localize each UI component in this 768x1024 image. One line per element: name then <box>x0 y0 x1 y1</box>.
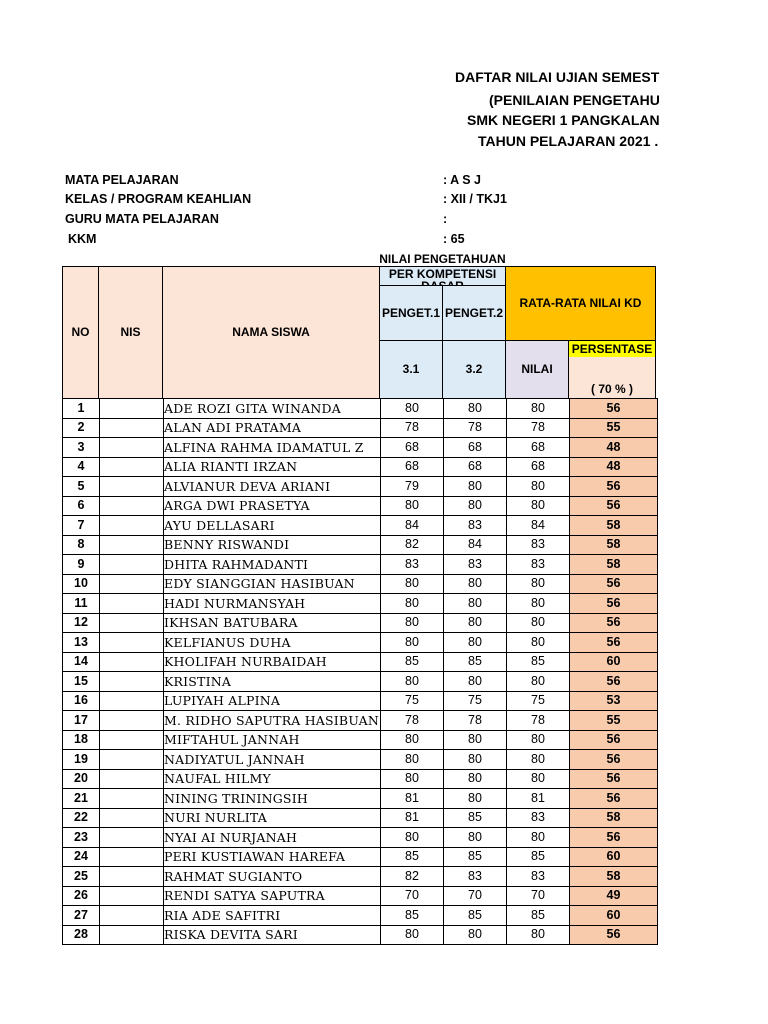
row-kd-3-1: 82 <box>381 535 444 555</box>
row-nilai: 80 <box>507 769 570 789</box>
header-per-kd: PER KOMPETENSI <box>379 266 506 286</box>
row-no: 4 <box>63 457 100 477</box>
row-kd-3-2: 75 <box>444 691 507 711</box>
row-nis <box>100 711 164 731</box>
table-row <box>63 613 658 633</box>
row-kd-3-1: 85 <box>381 652 444 672</box>
row-persentase: 49 <box>570 886 658 906</box>
row-student-name: ALIA RIANTI IRZAN <box>164 457 381 477</box>
row-persentase: 56 <box>570 633 658 653</box>
table-row <box>63 652 658 672</box>
row-kd-3-2: 80 <box>444 613 507 633</box>
row-no: 5 <box>63 477 100 497</box>
row-nis <box>100 477 164 497</box>
table-row <box>63 730 658 750</box>
row-persentase: 53 <box>570 691 658 711</box>
kkm-value: : 65 <box>443 232 465 246</box>
row-no: 21 <box>63 789 100 809</box>
row-kd-3-2: 84 <box>444 535 507 555</box>
row-kd-3-2: 85 <box>444 906 507 926</box>
row-kd-3-2: 85 <box>444 847 507 867</box>
row-student-name: NURI NURLITA <box>164 808 381 828</box>
row-student-name: ALAN ADI PRATAMA <box>164 418 381 438</box>
row-persentase: 56 <box>570 574 658 594</box>
row-no: 24 <box>63 847 100 867</box>
row-kd-3-2: 70 <box>444 886 507 906</box>
table-row <box>63 477 658 497</box>
row-kd-3-2: 78 <box>444 711 507 731</box>
table-row <box>63 457 658 477</box>
row-student-name: NYAI AI NURJANAH <box>164 828 381 848</box>
row-nilai: 80 <box>507 574 570 594</box>
row-student-name: ALFINA RAHMA IDAMATUL Z <box>164 438 381 458</box>
row-persentase: 58 <box>570 535 658 555</box>
row-kd-3-1: 70 <box>381 886 444 906</box>
row-persentase: 48 <box>570 457 658 477</box>
row-persentase: 56 <box>570 769 658 789</box>
teacher-label: GURU MATA PELAJARAN <box>65 212 219 226</box>
row-kd-3-2: 80 <box>444 399 507 419</box>
row-student-name: KRISTINA <box>164 672 381 692</box>
table-row <box>63 691 658 711</box>
table-row <box>63 535 658 555</box>
row-nilai: 80 <box>507 828 570 848</box>
subject-value: : A S J <box>443 173 481 187</box>
row-kd-3-1: 68 <box>381 457 444 477</box>
row-nis <box>100 652 164 672</box>
row-no: 11 <box>63 594 100 614</box>
row-nilai: 83 <box>507 867 570 887</box>
row-persentase: 56 <box>570 789 658 809</box>
row-nilai: 85 <box>507 847 570 867</box>
row-nis <box>100 535 164 555</box>
header-penget-2: PENGET.2 <box>442 285 506 341</box>
row-kd-3-1: 80 <box>381 633 444 653</box>
doc-title-line-3: SMK NEGERI 1 PANGKALAN <box>467 112 660 128</box>
row-nilai: 84 <box>507 516 570 536</box>
row-nis <box>100 594 164 614</box>
row-student-name: KHOLIFAH NURBAIDAH <box>164 652 381 672</box>
row-student-name: ARGA DWI PRASETYA <box>164 496 381 516</box>
row-student-name: EDY SIANGGIAN HASIBUAN <box>164 574 381 594</box>
row-nilai: 80 <box>507 750 570 770</box>
table-row <box>63 574 658 594</box>
row-nis <box>100 496 164 516</box>
row-nis <box>100 516 164 536</box>
row-no: 2 <box>63 418 100 438</box>
row-no: 14 <box>63 652 100 672</box>
row-student-name: IKHSAN BATUBARA <box>164 613 381 633</box>
grade-table <box>62 398 658 945</box>
row-kd-3-1: 78 <box>381 418 444 438</box>
table-row <box>63 828 658 848</box>
row-persentase: 56 <box>570 594 658 614</box>
row-kd-3-1: 80 <box>381 574 444 594</box>
row-no: 6 <box>63 496 100 516</box>
table-row <box>63 399 658 419</box>
row-student-name: RAHMAT SUGIANTO <box>164 867 381 887</box>
row-no: 17 <box>63 711 100 731</box>
header-nis: NIS <box>98 266 163 399</box>
row-student-name: ADE ROZI GITA WINANDA <box>164 399 381 419</box>
header-kd-3-2: 3.2 <box>442 340 506 399</box>
row-no: 10 <box>63 574 100 594</box>
row-persentase: 55 <box>570 418 658 438</box>
row-kd-3-2: 83 <box>444 867 507 887</box>
row-nilai: 83 <box>507 535 570 555</box>
row-no: 16 <box>63 691 100 711</box>
row-kd-3-2: 85 <box>444 808 507 828</box>
header-nilai: NILAI <box>505 340 569 399</box>
row-nilai: 68 <box>507 438 570 458</box>
table-row <box>63 847 658 867</box>
row-nis <box>100 769 164 789</box>
table-row <box>63 925 658 945</box>
row-kd-3-2: 80 <box>444 672 507 692</box>
row-kd-3-2: 80 <box>444 925 507 945</box>
row-no: 9 <box>63 555 100 575</box>
class-value: : XII / TKJ1 <box>443 192 507 206</box>
row-student-name: MIFTAHUL JANNAH <box>164 730 381 750</box>
row-no: 26 <box>63 886 100 906</box>
row-nilai: 78 <box>507 711 570 731</box>
row-no: 7 <box>63 516 100 536</box>
row-persentase: 60 <box>570 847 658 867</box>
row-student-name: NINING TRININGSIH <box>164 789 381 809</box>
header-avg-title: RATA-RATA NILAI KD <box>505 266 656 341</box>
row-kd-3-2: 80 <box>444 750 507 770</box>
row-student-name: DHITA RAHMADANTI <box>164 555 381 575</box>
row-no: 13 <box>63 633 100 653</box>
row-nis <box>100 691 164 711</box>
row-kd-3-2: 78 <box>444 418 507 438</box>
row-kd-3-1: 80 <box>381 750 444 770</box>
row-kd-3-2: 68 <box>444 438 507 458</box>
row-persentase: 58 <box>570 555 658 575</box>
row-nilai: 75 <box>507 691 570 711</box>
row-kd-3-1: 68 <box>381 438 444 458</box>
header-penget-1: PENGET.1 <box>379 285 443 341</box>
row-nis <box>100 750 164 770</box>
row-persentase: 56 <box>570 477 658 497</box>
row-nilai: 80 <box>507 496 570 516</box>
row-nilai: 85 <box>507 906 570 926</box>
row-no: 3 <box>63 438 100 458</box>
row-nis <box>100 789 164 809</box>
row-nis <box>100 808 164 828</box>
row-nis <box>100 906 164 926</box>
row-nis <box>100 613 164 633</box>
row-nilai: 78 <box>507 418 570 438</box>
row-nilai: 83 <box>507 555 570 575</box>
class-label: KELAS / PROGRAM KEAHLIAN <box>65 192 252 206</box>
row-kd-3-1: 85 <box>381 847 444 867</box>
row-persentase: 56 <box>570 613 658 633</box>
header-persentase: PERSENTASE <box>569 341 655 357</box>
table-row <box>63 555 658 575</box>
row-persentase: 60 <box>570 906 658 926</box>
row-kd-3-2: 80 <box>444 769 507 789</box>
row-kd-3-1: 80 <box>381 828 444 848</box>
table-row <box>63 418 658 438</box>
row-persentase: 56 <box>570 672 658 692</box>
row-no: 28 <box>63 925 100 945</box>
row-nilai: 80 <box>507 594 570 614</box>
row-kd-3-2: 80 <box>444 730 507 750</box>
row-no: 25 <box>63 867 100 887</box>
row-nilai: 81 <box>507 789 570 809</box>
subject-label: MATA PELAJARAN <box>65 173 179 187</box>
row-student-name: RISKA DEVITA SARI <box>164 925 381 945</box>
row-nis <box>100 730 164 750</box>
row-nis <box>100 828 164 848</box>
row-persentase: 60 <box>570 652 658 672</box>
row-persentase: 56 <box>570 496 658 516</box>
row-nis <box>100 399 164 419</box>
row-kd-3-2: 80 <box>444 828 507 848</box>
row-student-name: BENNY RISWANDI <box>164 535 381 555</box>
row-no: 22 <box>63 808 100 828</box>
table-row <box>63 769 658 789</box>
table-row <box>63 438 658 458</box>
table-row <box>63 867 658 887</box>
row-nis <box>100 555 164 575</box>
table-row <box>63 496 658 516</box>
row-nis <box>100 633 164 653</box>
row-nis <box>100 886 164 906</box>
table-row <box>63 711 658 731</box>
row-kd-3-1: 80 <box>381 594 444 614</box>
row-kd-3-1: 80 <box>381 399 444 419</box>
row-no: 19 <box>63 750 100 770</box>
row-kd-3-2: 80 <box>444 477 507 497</box>
row-student-name: ALVIANUR DEVA ARIANI <box>164 477 381 497</box>
row-persentase: 56 <box>570 730 658 750</box>
row-student-name: NAUFAL HILMY <box>164 769 381 789</box>
table-row <box>63 750 658 770</box>
row-student-name: RENDI SATYA SAPUTRA <box>164 886 381 906</box>
row-kd-3-1: 80 <box>381 613 444 633</box>
row-persentase: 58 <box>570 867 658 887</box>
row-kd-3-1: 81 <box>381 789 444 809</box>
row-nilai: 68 <box>507 457 570 477</box>
row-no: 8 <box>63 535 100 555</box>
row-student-name: NADIYATUL JANNAH <box>164 750 381 770</box>
row-kd-3-1: 84 <box>381 516 444 536</box>
row-kd-3-1: 81 <box>381 808 444 828</box>
row-nilai: 80 <box>507 613 570 633</box>
row-persentase: 58 <box>570 516 658 536</box>
row-student-name: M. RIDHO SAPUTRA HASIBUAN <box>164 711 381 731</box>
row-nilai: 80 <box>507 633 570 653</box>
table-row <box>63 906 658 926</box>
row-nilai: 80 <box>507 399 570 419</box>
row-no: 23 <box>63 828 100 848</box>
row-persentase: 56 <box>570 925 658 945</box>
row-nilai: 80 <box>507 730 570 750</box>
row-no: 20 <box>63 769 100 789</box>
row-kd-3-2: 83 <box>444 555 507 575</box>
table-row <box>63 886 658 906</box>
row-nis <box>100 672 164 692</box>
row-student-name: LUPIYAH ALPINA <box>164 691 381 711</box>
row-kd-3-1: 85 <box>381 906 444 926</box>
knowledge-group-title: NILAI PENGETAHUAN <box>379 251 506 266</box>
row-no: 12 <box>63 613 100 633</box>
row-persentase: 56 <box>570 828 658 848</box>
row-kd-3-2: 80 <box>444 574 507 594</box>
row-persentase: 56 <box>570 399 658 419</box>
header-persentase-cell <box>568 340 656 399</box>
grade-table-body <box>63 399 658 945</box>
row-kd-3-1: 80 <box>381 496 444 516</box>
row-nis <box>100 574 164 594</box>
row-nis <box>100 457 164 477</box>
row-kd-3-1: 80 <box>381 672 444 692</box>
row-student-name: KELFIANUS DUHA <box>164 633 381 653</box>
row-nis <box>100 847 164 867</box>
row-nilai: 70 <box>507 886 570 906</box>
kkm-label: KKM <box>68 232 97 246</box>
row-nilai: 85 <box>507 652 570 672</box>
header-kd-3-1: 3.1 <box>379 340 443 399</box>
row-student-name: RIA ADE SAFITRI <box>164 906 381 926</box>
row-nis <box>100 418 164 438</box>
row-student-name: AYU DELLASARI <box>164 516 381 536</box>
teacher-value: : <box>443 212 448 226</box>
row-student-name: PERI KUSTIAWAN HAREFA <box>164 847 381 867</box>
table-row <box>63 516 658 536</box>
row-persentase: 58 <box>570 808 658 828</box>
row-kd-3-2: 85 <box>444 652 507 672</box>
row-persentase: 56 <box>570 750 658 770</box>
row-no: 18 <box>63 730 100 750</box>
row-persentase: 48 <box>570 438 658 458</box>
doc-title-line-2: (PENILAIAN PENGETAHU <box>489 92 660 108</box>
header-no: NO <box>62 266 99 399</box>
row-no: 1 <box>63 399 100 419</box>
table-row <box>63 633 658 653</box>
row-kd-3-1: 78 <box>381 711 444 731</box>
row-no: 15 <box>63 672 100 692</box>
row-nilai: 83 <box>507 808 570 828</box>
row-nilai: 80 <box>507 925 570 945</box>
row-kd-3-1: 82 <box>381 867 444 887</box>
row-nis <box>100 438 164 458</box>
row-kd-3-2: 68 <box>444 457 507 477</box>
row-kd-3-1: 83 <box>381 555 444 575</box>
row-kd-3-1: 80 <box>381 925 444 945</box>
row-nis <box>100 867 164 887</box>
row-nis <box>100 925 164 945</box>
row-kd-3-2: 80 <box>444 633 507 653</box>
row-kd-3-2: 80 <box>444 594 507 614</box>
table-row <box>63 672 658 692</box>
row-kd-3-2: 83 <box>444 516 507 536</box>
row-kd-3-1: 79 <box>381 477 444 497</box>
row-kd-3-2: 80 <box>444 496 507 516</box>
header-pct-value: ( 70 % ) <box>590 382 633 396</box>
row-no: 27 <box>63 906 100 926</box>
doc-title-line-1: DAFTAR NILAI UJIAN SEMEST <box>455 69 660 85</box>
row-kd-3-2: 80 <box>444 789 507 809</box>
row-nilai: 80 <box>507 672 570 692</box>
table-row <box>63 808 658 828</box>
row-kd-3-1: 80 <box>381 730 444 750</box>
row-student-name: HADI NURMANSYAH <box>164 594 381 614</box>
row-persentase: 55 <box>570 711 658 731</box>
header-name: NAMA SISWA <box>162 266 380 399</box>
row-kd-3-1: 75 <box>381 691 444 711</box>
row-kd-3-1: 80 <box>381 769 444 789</box>
doc-title-line-4: TAHUN PELAJARAN 2021 . <box>478 133 659 149</box>
table-row <box>63 789 658 809</box>
row-nilai: 80 <box>507 477 570 497</box>
table-row <box>63 594 658 614</box>
